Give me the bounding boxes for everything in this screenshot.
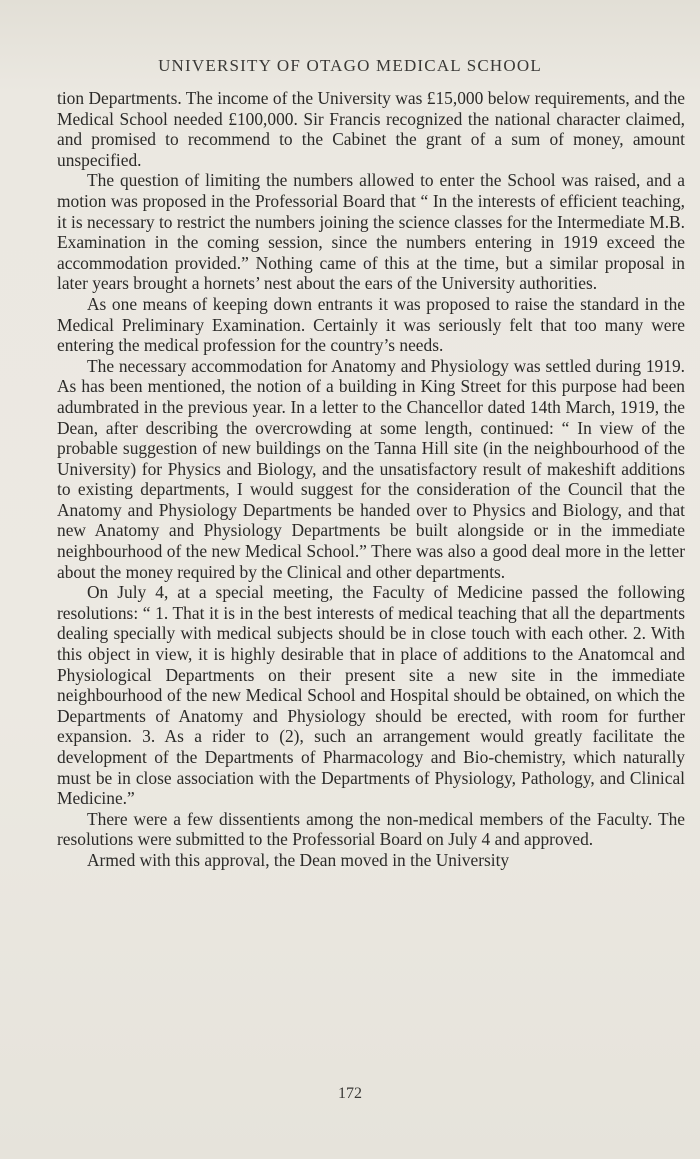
paragraph: There were a few dissentients among the non-medical members of the Faculty. The resolutions were submitted to the Professorial Board on July 4 and approved. xyxy=(57,808,685,850)
paragraph: Armed with this approval, the Dean moved in the University xyxy=(87,849,510,870)
paragraph: tion Departments. The income of the University was £15,000 below requirements, and the Medical School needed £100,000. Sir Francis recognized the national character claimed, and promised to recommend to the Cabinet the grant of a sum of money, amount unspecified. xyxy=(57,88,685,170)
paragraph: The necessary accommodation for Anatomy and Physiology was settled during 1919. As has been mentioned, the notion of a building in King Street for this purpose had been adumbrated in the previous year. In a letter to the Chancellor dated 14th March, 1919, the Dean, after describing the overcrowding at some length, continued: “ In view of the probable suggestion of new buildings on the Tanna Hill site (in the neighbourhood of the University) for Physics and Biology, and the unsatisfactory result of makeshift additions to existing departments, I would suggest for the consideration of the Council that the Anatomy and Physiology Departments be handed over to Physics and Biology, and that new Anatomy and Physiology Departments be built alongside or in the immediate neighbourhood of the new Medical School.” There was also a good deal more in the letter about the money required by the Clinical and other departments. xyxy=(57,355,685,582)
page-number: 172 xyxy=(338,1085,362,1102)
paragraph: On July 4, at a special meeting, the Faculty of Medicine passed the following resolutions: “ 1. That it is in the best interests of medical teaching that all the departments dealing specially with medical subjects should be in close touch with each other. 2. With this object in view, it is highly desirable that in place of additions to the Anatomcal and Physiological Departments on their present site a new site in the immediate neighbourhood of the new Medical School and Hospital should be obtained, on which the Departments of Anatomy and Physiology should be erected, with room for further expansion. 3. As a rider to (2), such an arrangement would greatly facilitate the development of the Departments of Pharmacology and Bio-chemistry, which naturally must be in close association with the Departments of Physiology, Pathology, and Clinical Medicine.” xyxy=(57,582,685,809)
body-text xyxy=(57,88,685,871)
running-head: UNIVERSITY OF OTAGO MEDICAL SCHOOL xyxy=(158,56,542,75)
paragraph: The question of limiting the numbers allowed to enter the School was raised, and a motion was proposed in the Professorial Board that “ In the interests of efficient teaching, it is necessary to restrict the numbers joining the science classes for the Intermediate M.B. Examination in the coming session, since the numbers entering in 1919 exceed the accommodation provided.” Nothing came of this at the time, but a similar proposal in later years brought a hornets’ nest about the ears of the University authorities. xyxy=(57,170,685,294)
paragraph: As one means of keeping down entrants it was proposed to raise the standard in the Medical Preliminary Examination. Certainly it was seriously felt that too many were entering the medical profession for the country’s needs. xyxy=(57,293,685,356)
